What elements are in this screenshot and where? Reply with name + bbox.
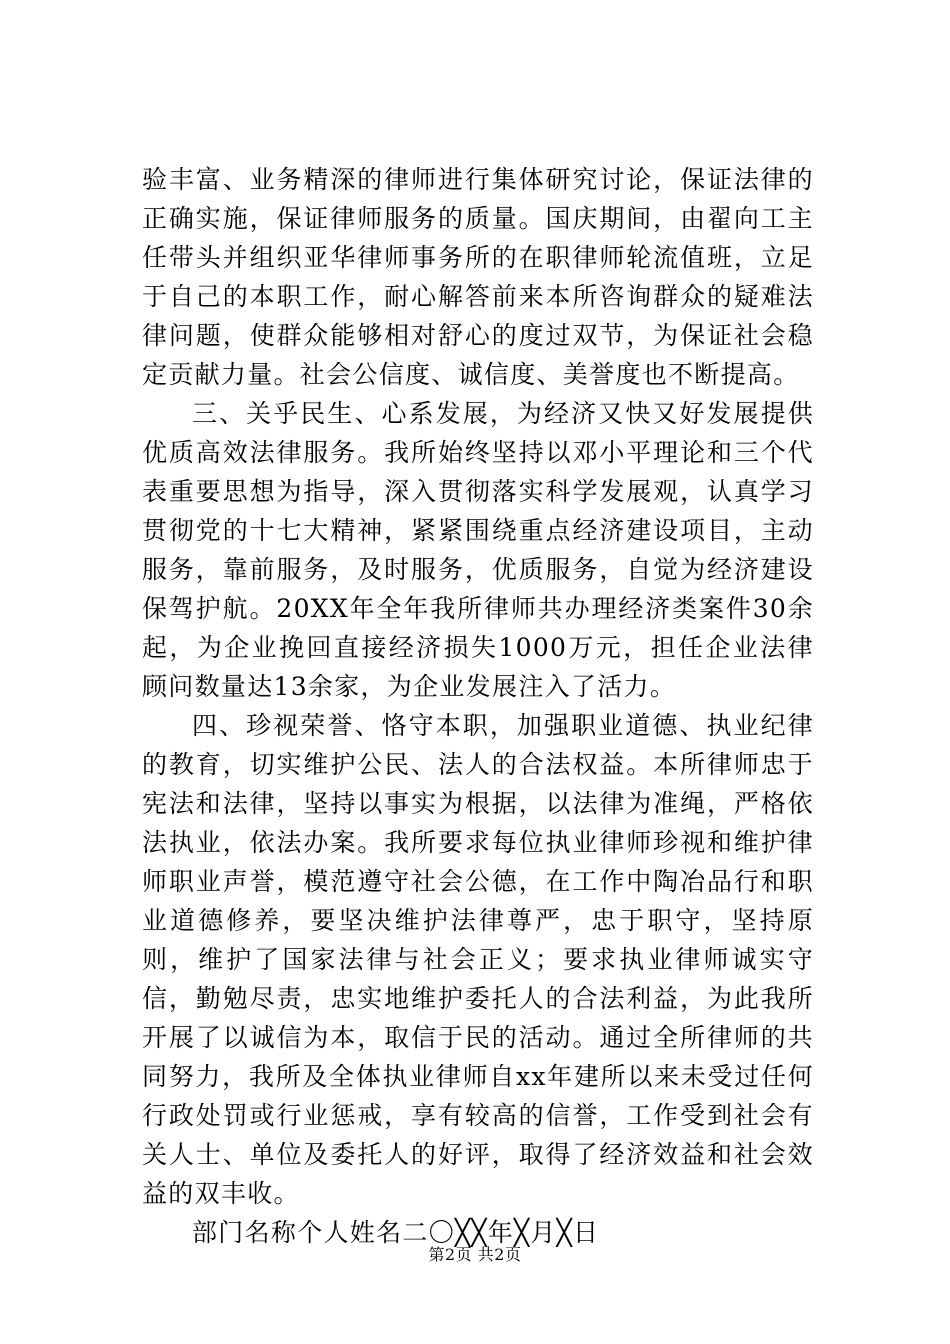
paragraph-section-three: 三、关乎民生、心系发展，为经济又快又好发展提供优质高效法律服务。我所始终坚持以邓小平理论和三个代表重要思想为指导，深入贯彻落实科学发展观，认真学习贯彻党的十七大精神，紧紧围绕重点经济建设项目，主动服务，靠前服务，及时服务，优质服务，自觉为经济建设保驾护航。20XX年全年我所律师共办理经济类案件30余起，为企业挽回直接经济损失1000万元，担任企业法律顾问数量达13余家，为企业发展注入了活力。	[142, 399, 814, 701]
page-number: 第2页 共2页	[428, 1245, 522, 1264]
paragraph-section-four: 四、珍视荣誉、恪守本职，加强职业道德、执业纪律的教育，切实维护公民、法人的合法权益。本所律师忠于宪法和法律，坚持以事实为根据，以法律为准绳，严格依法执业，依法办案。我所要求每位执业律师珍视和维护律师职业声誉，模范遵守社会公德，在工作中陶冶品行和职业道德修养，要坚决维护法律尊严，忠于职守，坚持原则，维护了国家法律与社会正义；要求执业律师诚实守信，勤勉尽责，忠实地维护委托人的合法利益，为此我所开展了以诚信为本，取信于民的活动。通过全所律师的共同努力，我所及全体执业律师自xx年建所以来未受过任何行政处罚或行业惩戒，享有较高的信誉，工作受到社会有关人士、单位及委托人的好评，取得了经济效益和社会效益的双丰收。	[142, 711, 814, 1208]
paragraph-continuation: 验丰富、业务精深的律师进行集体研究讨论，保证法律的正确实施，保证律师服务的质量。国庆期间，由翟向工主任带头并组织亚华律师事务所的在职律师轮流值班，立足于自己的本职工作，耐心解答前来本所咨询群众的疑难法律问题，使群众能够相对舒心的度过双节，为保证社会稳定贡献力量。社会公信度、诚信度、美誉度也不断提高。	[142, 165, 814, 389]
page-footer	[0, 1245, 950, 1265]
document-body	[142, 160, 814, 1252]
signature-line: 部门名称个人姓名二〇╳╳年╳月╳日	[192, 1218, 600, 1247]
